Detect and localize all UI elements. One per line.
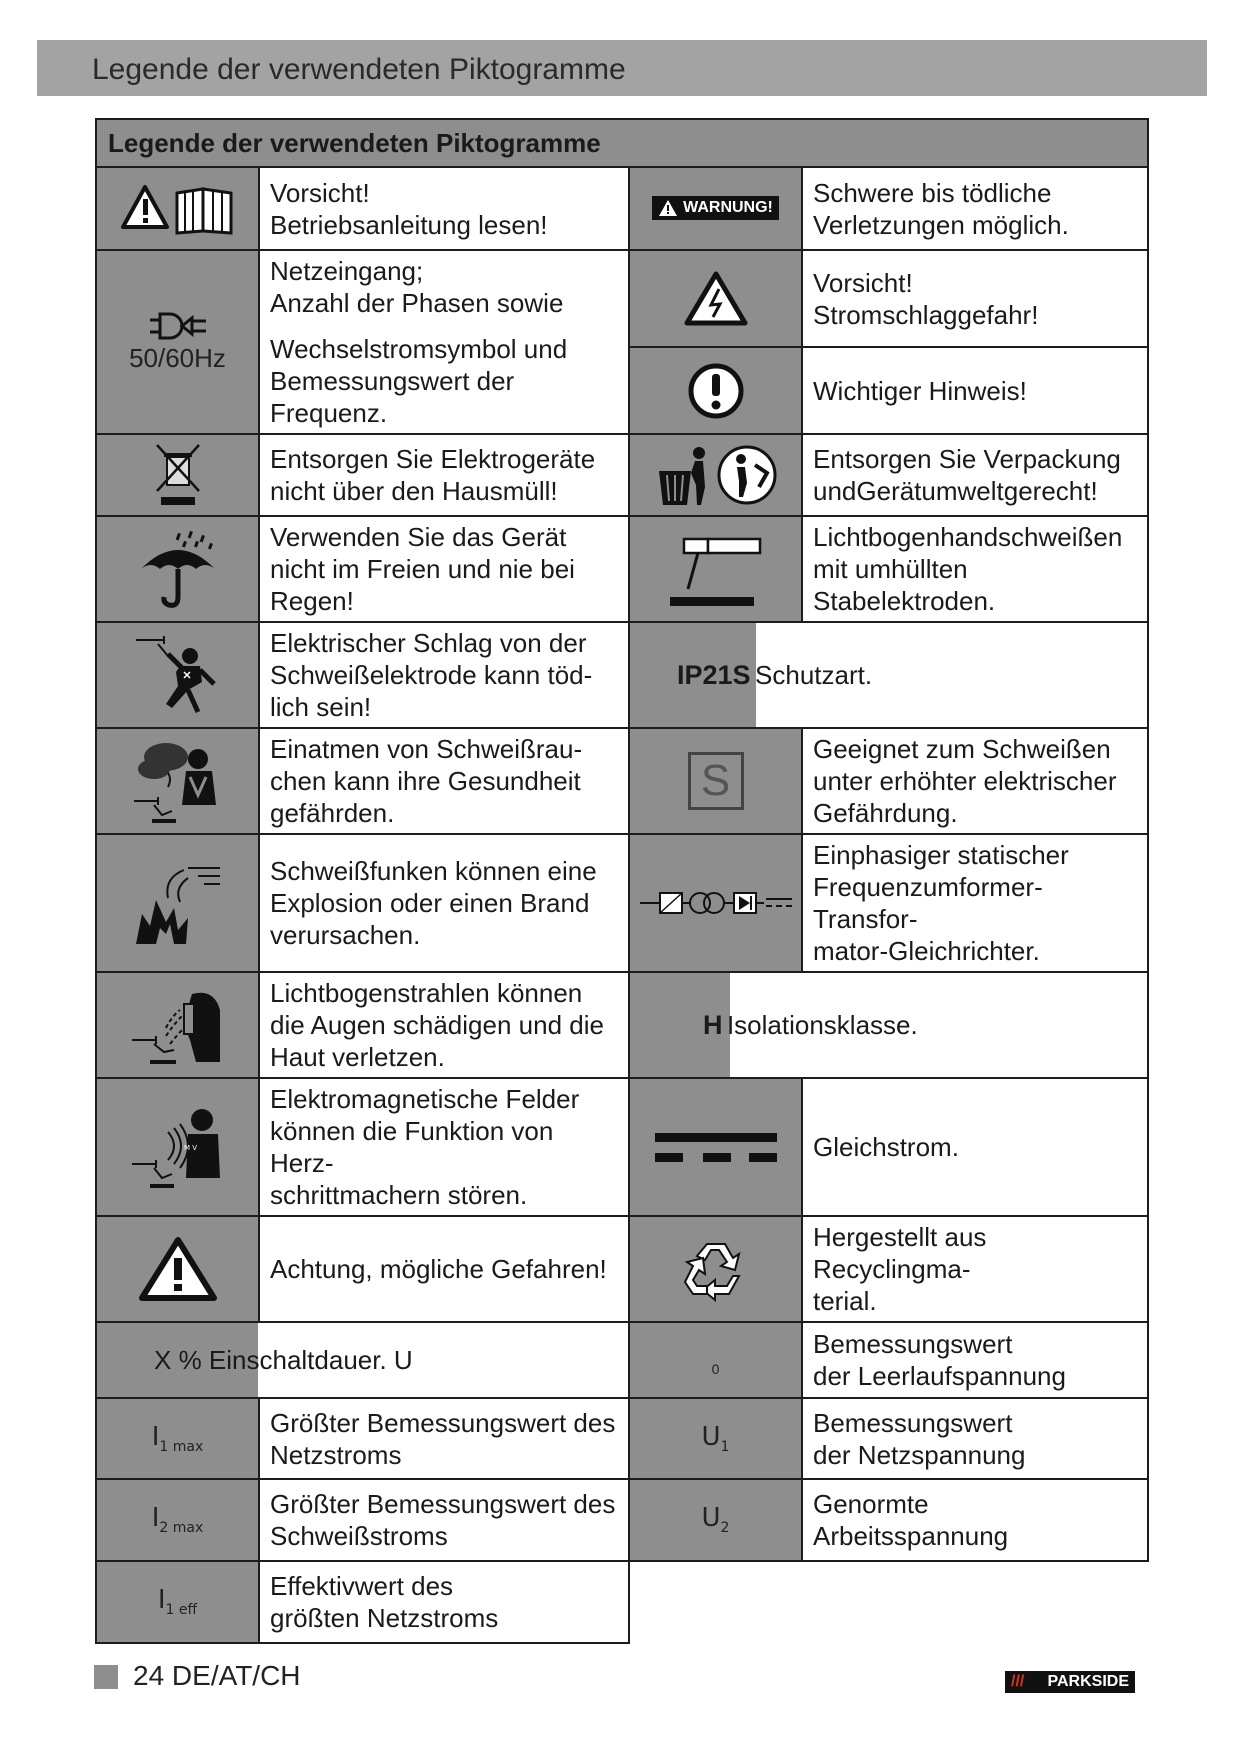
parkside-logo — [1005, 1671, 1135, 1693]
u0-subscript: 0 — [711, 1361, 720, 1377]
read-manual-text: Vorsicht! Betriebsanleitung lesen! — [259, 167, 629, 250]
important-text: Wichtiger Hinweis! — [802, 347, 1148, 434]
caution-cell — [96, 1216, 259, 1322]
shock-text: Vorsicht! Stromschlaggefahr! — [802, 250, 1148, 347]
insulation-class-text: Isolationsklasse. — [726, 1009, 918, 1040]
recycled-text: Hergestellt aus Recyclingma- terial. — [802, 1216, 1148, 1322]
header-bar — [37, 40, 1207, 96]
empty-cell — [629, 1561, 1148, 1643]
transformer-cell — [629, 834, 802, 972]
packaging-text: Entsorgen Sie Verpackung undGerätumweltgerecht! — [802, 434, 1148, 516]
arc-rays-welder-icon — [128, 980, 228, 1070]
fumes-text: Einatmen von Schweißrau- chen kann ihre Gesundheit gefährden. — [259, 728, 629, 834]
dc-text: Gleichstrom. — [802, 1078, 1148, 1216]
weee-cell — [96, 434, 259, 516]
i1eff-cell — [96, 1561, 259, 1643]
sparks-text: Schweißfunken können eine Explosion oder einen Brand verursachen. — [259, 834, 629, 972]
recycling-icon — [681, 1236, 751, 1302]
footer-marker — [94, 1665, 118, 1689]
i1max-text: Größter Bemessungswert des Netzstroms — [259, 1398, 629, 1479]
legend-table — [95, 118, 1147, 1644]
arc-rays-text: Lichtbogenstrahlen können die Augen schädigen und die Haut verletzen. — [259, 972, 629, 1078]
u0-cell — [629, 1322, 802, 1398]
u1-text: Bemessungswert der Netzspannung — [802, 1398, 1148, 1479]
s-mark-icon: S — [688, 752, 744, 810]
duty-cycle-cell — [96, 1322, 629, 1398]
crossed-bin-icon — [155, 443, 201, 507]
dc-cell — [629, 1078, 802, 1216]
insulation-class-cell — [629, 972, 1148, 1078]
no-rain-text: Verwenden Sie das Gerät nicht im Freien und nie bei Regen! — [259, 516, 629, 622]
table-caption: Legende der verwendeten Piktogramme — [96, 119, 1148, 167]
s-mark-text: Geeignet zum Schweißen unter erhöhter elektrischer Gefährdung. — [802, 728, 1148, 834]
general-warning-icon — [138, 1236, 218, 1302]
stick-electrode-icon — [668, 531, 764, 607]
protection-class-text: Schutzart. — [755, 659, 873, 690]
warning-badge: WARNUNG! — [652, 196, 779, 220]
s-mark-cell — [629, 728, 802, 834]
mains-input-text: Netzeingang; Anzahl der Phasen sowie Wechselstromsymbol und Bemessungswert der Frequenz. — [259, 250, 629, 434]
u1-cell — [629, 1398, 802, 1479]
recycled-cell — [629, 1216, 802, 1322]
read-manual-cell — [96, 167, 259, 250]
mains-plug-icon — [148, 311, 208, 341]
i1eff-symbol: $I_{1 eff}$ — [157, 1585, 198, 1619]
i1max-cell — [96, 1398, 259, 1479]
ip-code: IP21S — [677, 659, 751, 690]
direct-current-icon — [653, 1129, 779, 1165]
svg-text:M V: M V — [183, 1144, 197, 1152]
i1max-symbol: $I_{1 max}$ — [151, 1421, 204, 1456]
packaging-cell — [629, 434, 802, 516]
warning-text: Schwere bis tödliche Verletzungen möglich. — [802, 167, 1148, 250]
umbrella-rain-icon — [135, 527, 221, 611]
logo-stripes: /// — [1011, 1673, 1025, 1690]
u1-symbol: $U_1$ — [701, 1421, 730, 1456]
mma-text: Lichtbogenhandschweißen mit umhüllten Stabelektroden. — [802, 516, 1148, 622]
warning-label-cell — [629, 167, 802, 250]
electric-shock-text: Elektrischer Schlag von der Schweißelektrode kann töd- lich sein! — [259, 622, 629, 728]
logo-text: PARKSIDE — [1047, 1673, 1129, 1690]
duty-cycle-text: X % Einschaltdauer. U — [154, 1344, 413, 1375]
transformer-rectifier-icon — [638, 888, 794, 918]
mma-cell — [629, 516, 802, 622]
dispose-recycle-icon — [651, 443, 781, 507]
fumes-cell — [96, 728, 259, 834]
warning-triangle-icon — [658, 199, 678, 217]
shock-cell — [629, 250, 802, 347]
i1eff-text: Effektivwert des größten Netzstroms — [259, 1561, 629, 1643]
weee-text: Entsorgen Sie Elektrogeräte nicht über den Hausmüll! — [259, 434, 629, 516]
emf-cell — [96, 1078, 259, 1216]
insulation-class-code: H — [703, 1009, 723, 1040]
exclamation-icon — [687, 362, 745, 420]
arc-rays-cell — [96, 972, 259, 1078]
sparks-cell — [96, 834, 259, 972]
pacemaker-emf-icon — [128, 1102, 228, 1192]
page-number: 24 DE/AT/CH — [133, 1660, 301, 1691]
u2-cell — [629, 1479, 802, 1561]
important-cell — [629, 347, 802, 434]
transformer-text: Einphasiger statischer Frequenzumformer-Transfor- mator-Gleichrichter. — [802, 834, 1148, 972]
u2-text: Genormte Arbeitsspannung — [802, 1479, 1148, 1561]
mains-input-cell — [96, 250, 259, 434]
warning-book-icon — [119, 181, 237, 237]
electric-shock-warning-icon — [684, 271, 748, 327]
no-rain-cell — [96, 516, 259, 622]
u2-symbol: $U_2$ — [701, 1503, 730, 1537]
welding-fumes-icon — [128, 735, 228, 827]
welding-sparks-fire-icon — [128, 858, 228, 948]
electric-shock-cell — [96, 622, 259, 728]
emf-text: Elektromagnetische Felder können die Funktion von Herz- schrittmachern stören. — [259, 1078, 629, 1216]
i2max-symbol: $I_{2 max}$ — [151, 1503, 204, 1537]
frequency-label: 50/60Hz — [129, 342, 226, 373]
protection-class-cell — [629, 622, 1148, 728]
u0-text: Bemessungswert der Leerlaufspannung — [802, 1322, 1148, 1398]
caution-text: Achtung, mögliche Gefahren! — [259, 1216, 629, 1322]
i2max-text: Größter Bemessungswert des Schweißstroms — [259, 1479, 629, 1561]
i2max-cell — [96, 1479, 259, 1561]
page-title: Legende der verwendeten Piktogramme — [92, 53, 626, 86]
electrode-shock-person-icon — [128, 630, 228, 720]
